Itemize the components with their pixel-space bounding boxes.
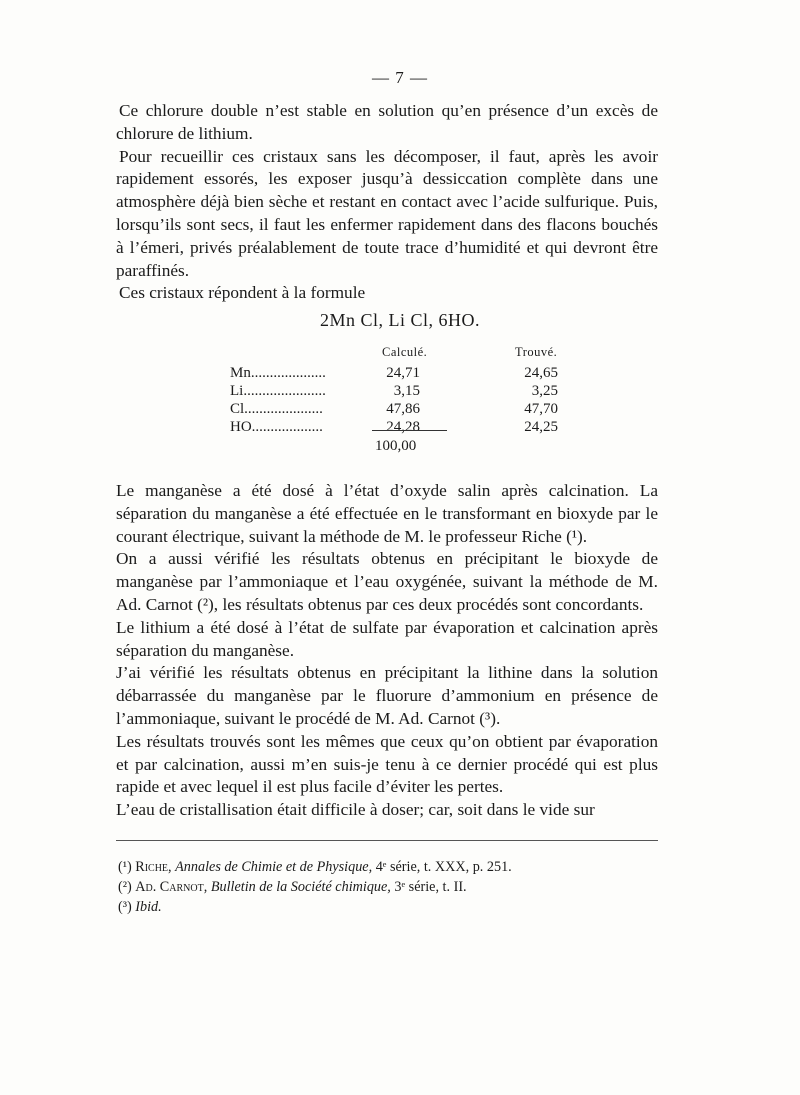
calc-value: 24,71 <box>386 365 420 381</box>
paragraph: L’eau de cristallisation était difficile à doser; car, soit dans le vide sur <box>116 800 595 820</box>
calc-value: 24,28 <box>386 419 420 435</box>
found-value: 24,25 <box>524 419 558 435</box>
sum-rule <box>372 430 447 431</box>
paragraph: Pour recueillir ces cristaux sans les décomposer, il faut, après les avoir rapidement essorés, les exposer jusqu’à dessiccation complète dans une atmosphère déjà bien sèche et restant en contact avec l’acide sulfurique. Puis, lorsqu’ils sont secs, il faut les enfermer rapidement dans des flacons bouchés à l’émeri, privés préalablement de toute trace d’humidité et qui devront être paraffinés. <box>116 146 658 280</box>
column-header-found: Trouvé. <box>515 345 558 359</box>
paragraph: Ces cristaux répondent à la formule <box>119 283 366 303</box>
footnote-title: Annales de Chimie et de Physique, <box>175 859 373 875</box>
page-number: — 7 — <box>372 68 428 87</box>
footnote-title: Ibid. <box>135 899 162 915</box>
paragraph: Les résultats trouvés sont les mêmes que ceux qu’on obtient par évaporation et par calcination, aussi m’en suis-je tenu à ce dernier procédé qui est plus rapide et avec lequel il est plus facile d’éviter les pertes. <box>116 731 658 797</box>
total-value: 100,00 <box>375 438 417 454</box>
footnotes <box>118 857 658 917</box>
column-header-calc: Calculé. <box>382 345 428 359</box>
footnote-rest: 3ᵉ série, t. II. <box>394 879 467 895</box>
footnote <box>118 857 658 877</box>
paragraph: Ce chlorure double n’est stable en solution qu’en présence d’un excès de chlorure de lithium. <box>116 101 658 143</box>
body-text-top <box>116 100 658 305</box>
footnote-author: Riche, <box>135 859 172 875</box>
element-label: HO................... <box>230 419 323 435</box>
body-text-bottom <box>116 480 658 822</box>
calc-value: 47,86 <box>386 401 420 417</box>
paragraph: Le lithium a été dosé à l’état de sulfate par évaporation et calcination après séparation du manganèse. <box>116 617 658 660</box>
footnote-divider <box>116 840 658 841</box>
footnote-author: Ad. Carnot, <box>135 879 208 895</box>
footnote <box>118 877 658 897</box>
footnote-title: Bulletin de la Société chimique, <box>210 879 391 895</box>
chemical-formula: 2Mn Cl, Li Cl, 6HO. <box>319 310 480 330</box>
element-label: Cl..................... <box>230 401 323 417</box>
paragraph: Le manganèse a été dosé à l’état d’oxyde salin après calcination. La séparation du manganèse a été effectuée en le transformant en bioxyde par le courant électrique, suivant la méthode de M. le professeur Riche (¹). <box>116 481 658 546</box>
paragraph: On a aussi vérifié les résultats obtenus en précipitant le bioxyde de manganèse par l’ammoniaque et l’eau oxygénée, suivant la méthode de M. Ad. Carnot (²), les résultats obtenus par ces deux procédés sont concordants. <box>116 549 658 614</box>
footnote-mark: (²) <box>118 879 132 895</box>
found-value: 3,25 <box>531 383 558 399</box>
footnote <box>118 897 658 917</box>
table-row <box>230 365 580 383</box>
found-value: 24,65 <box>524 365 558 381</box>
table-row <box>230 383 580 401</box>
found-value: 47,70 <box>524 401 558 417</box>
paragraph: J’ai vérifié les résultats obtenus en précipitant la lithine dans la solution débarrassée du manganèse par le fluorure d’ammonium en présence de l’ammoniaque, suivant le procédé de M. Ad. Carnot (³). <box>116 663 658 728</box>
footnote-rest: 4ᵉ série, t. XXX, p. 251. <box>375 859 512 875</box>
calc-value: 3,15 <box>393 383 420 399</box>
table-row <box>230 401 580 419</box>
table-row <box>230 419 580 437</box>
element-label: Li...................... <box>230 383 326 399</box>
element-label: Mn.................... <box>230 365 326 381</box>
footnote-mark: (¹) <box>118 859 132 875</box>
footnote-mark: (³) <box>118 899 132 915</box>
